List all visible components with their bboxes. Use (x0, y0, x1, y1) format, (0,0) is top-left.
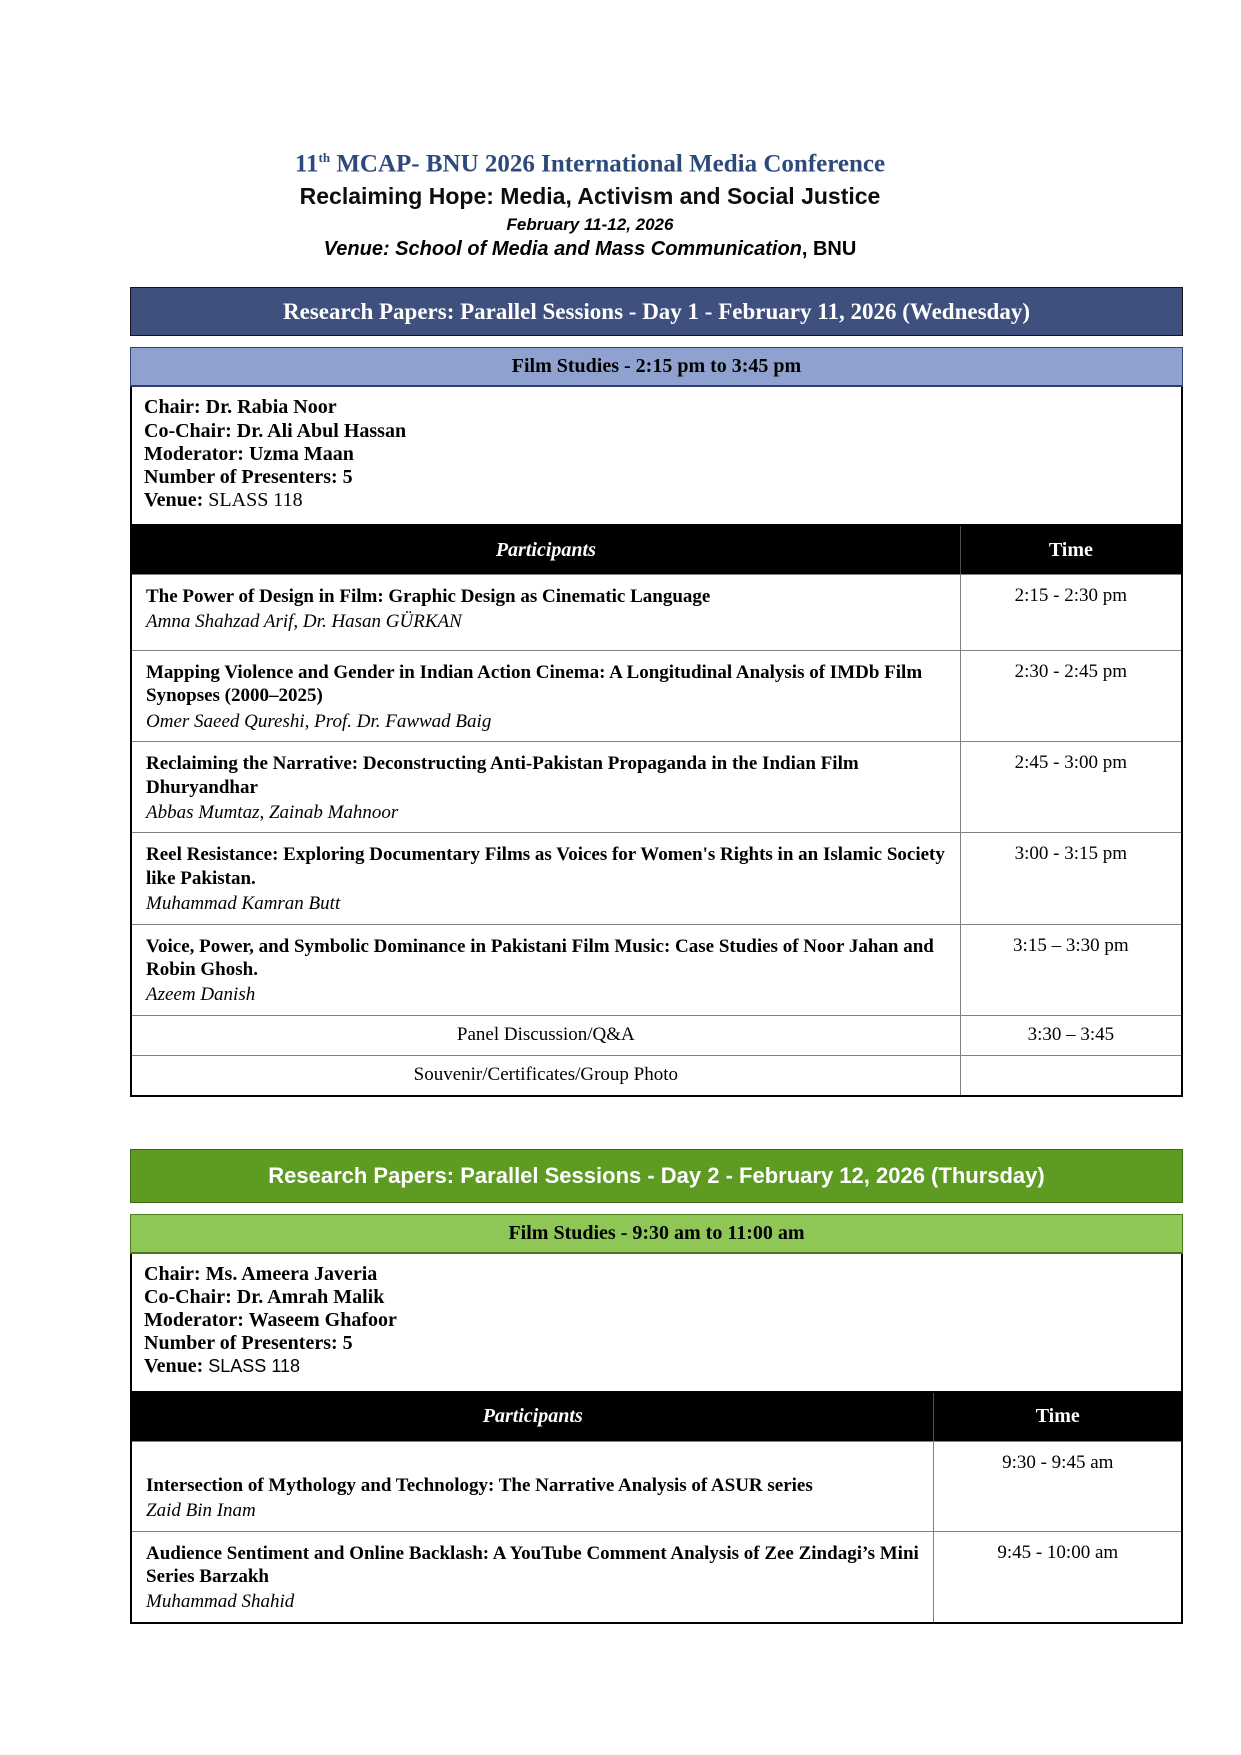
day2-moderator: Moderator: Waseem Ghafoor (144, 1309, 397, 1332)
panel-discussion-label: Panel Discussion/Q&A (132, 1016, 961, 1055)
venue-text: Venue: School of Media and Mass Communication (323, 238, 802, 261)
participants-column-header: Participants (132, 1393, 934, 1441)
paper-authors: Muhammad Kamran Butt (146, 892, 341, 914)
souvenir-row (132, 1055, 1181, 1095)
paper-title: Audience Sentiment and Online Backlash: A YouTube Comment Analysis of Zee Zindagi’s Mini Series Barzakh (146, 1542, 919, 1587)
paper-authors: Zaid Bin Inam (146, 1499, 256, 1521)
day2-banner: Research Papers: Parallel Sessions - Day 2 - February 12, 2026 (Thursday) (130, 1149, 1183, 1203)
paper-title: Intersection of Mythology and Technology: The Narrative Analysis of ASUR series (146, 1474, 813, 1496)
paper-title: Reel Resistance: Exploring Documentary Films as Voices for Women's Rights in an Islamic Society like Pakistan. (146, 844, 945, 889)
paper-authors: Omer Saeed Qureshi, Prof. Dr. Fawwad Baig (146, 710, 492, 732)
day2-session-bar: Film Studies - 9:30 am to 11:00 am (130, 1214, 1183, 1254)
day1-chair: Chair: Dr. Rabia Noor (144, 396, 337, 419)
paper-time: 2:15 - 2:30 pm (1014, 585, 1128, 607)
time-column-header: Time (1048, 538, 1093, 561)
title-rest: MCAP- BNU 2026 International Media Conference (330, 150, 886, 178)
title-number: 11 (294, 150, 319, 178)
day2-section (130, 1149, 1183, 1624)
day2-venue (144, 1355, 1169, 1378)
souvenir-time (961, 1056, 1181, 1095)
day1-banner: Research Papers: Parallel Sessions - Day 1 - February 11, 2026 (Wednesday) (130, 287, 1183, 336)
paper-time: 2:45 - 3:00 pm (1014, 752, 1128, 774)
conference-title (130, 150, 1050, 178)
venue-suffix: , BNU (801, 238, 857, 261)
day2-chair: Chair: Ms. Ameera Javeria (144, 1262, 378, 1285)
day1-moderator: Moderator: Uzma Maan (144, 442, 354, 465)
conference-header (130, 0, 1050, 261)
day1-venue-label: Venue: (144, 489, 204, 512)
paper-row (132, 574, 1181, 650)
paper-title: The Power of Design in Film: Graphic Design as Cinematic Language (146, 586, 711, 608)
paper-row (132, 1441, 1181, 1531)
paper-time: 9:45 - 10:00 am (997, 1541, 1119, 1563)
title-ordinal: th (318, 150, 331, 165)
day2-presenters-count: Number of Presenters: 5 (144, 1332, 353, 1355)
day2-papers-table (130, 1393, 1183, 1624)
day2-venue-label: Venue: (144, 1355, 204, 1378)
day1-table-header (132, 526, 1181, 574)
time-column-header: Time (1035, 1405, 1080, 1428)
banner-gap (130, 1203, 1183, 1214)
paper-time: 3:00 - 3:15 pm (1014, 843, 1128, 865)
paper-row (132, 741, 1181, 832)
souvenir-label: Souvenir/Certificates/Group Photo (132, 1056, 961, 1095)
paper-row (132, 832, 1181, 923)
paper-time: 2:30 - 2:45 pm (1014, 661, 1128, 683)
conference-dates: February 11-12, 2026 (506, 215, 674, 235)
day2-session-info (130, 1254, 1183, 1393)
paper-title: Mapping Violence and Gender in Indian Action Cinema: A Longitudinal Analysis of IMDb Film Synopses (2000–2025) (146, 662, 923, 707)
banner-gap (130, 336, 1183, 347)
day1-session-info (130, 387, 1183, 526)
day1-co-chair: Co-Chair: Dr. Ali Abul Hassan (144, 419, 407, 442)
paper-title: Reclaiming the Narrative: Deconstructing Anti-Pakistan Propaganda in the Indian Film Dhuryandhar (146, 753, 859, 798)
panel-discussion-time: 3:30 – 3:45 (1027, 1023, 1115, 1045)
panel-discussion-row (132, 1015, 1181, 1055)
paper-row (132, 650, 1181, 741)
paper-title: Voice, Power, and Symbolic Dominance in Pakistani Film Music: Case Studies of Noor Jahan and Robin Ghosh. (146, 935, 934, 980)
conference-theme: Reclaiming Hope: Media, Activism and Social Justice (299, 183, 881, 210)
day1-venue (144, 489, 1169, 512)
paper-time: 3:15 – 3:30 pm (1013, 934, 1129, 956)
day1-papers-table (130, 526, 1183, 1096)
day1-venue-value: SLASS 118 (208, 489, 303, 512)
paper-authors: Amna Shahzad Arif, Dr. Hasan GÜRKAN (146, 611, 462, 633)
day2-venue-value: SLASS 118 (208, 1356, 301, 1377)
day1-session-bar: Film Studies - 2:15 pm to 3:45 pm (130, 347, 1183, 387)
participants-column-header: Participants (132, 526, 961, 574)
day1-presenters-count: Number of Presenters: 5 (144, 465, 353, 488)
paper-time: 9:30 - 9:45 am (1002, 1451, 1114, 1473)
paper-authors: Abbas Mumtaz, Zainab Mahnoor (146, 801, 399, 823)
paper-authors: Azeem Danish (146, 983, 256, 1005)
day2-table-header (132, 1393, 1181, 1441)
paper-authors: Muhammad Shahid (146, 1590, 295, 1612)
day1-section (130, 287, 1183, 1096)
paper-row (132, 924, 1181, 1015)
day2-co-chair: Co-Chair: Dr. Amrah Malik (144, 1285, 385, 1308)
paper-row (132, 1531, 1181, 1622)
conference-venue (130, 238, 1050, 261)
